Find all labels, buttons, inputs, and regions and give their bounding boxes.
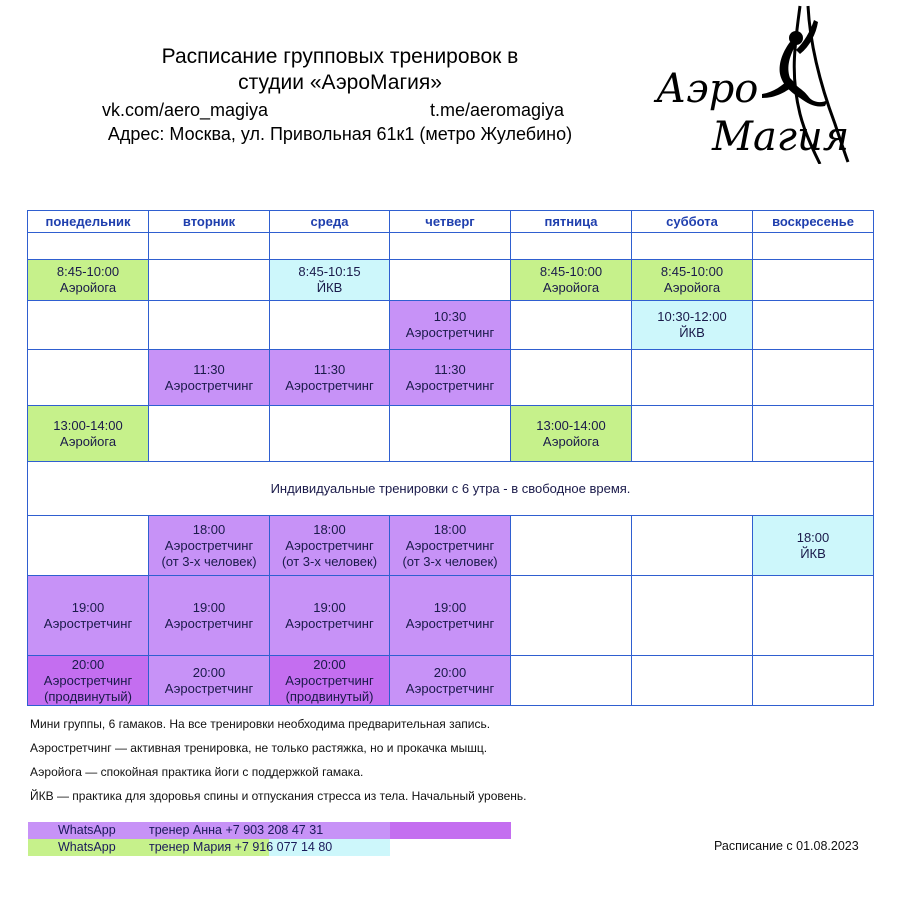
class-cell[interactable]: 11:30 Аэростретчинг	[270, 350, 390, 406]
whatsapp-label[interactable]: WhatsApp	[58, 823, 116, 837]
table-row	[28, 301, 874, 350]
class-cell[interactable]: 19:00 Аэростретчинг	[149, 576, 270, 656]
table-row	[28, 406, 874, 462]
contact-row-maria[interactable]	[28, 839, 512, 856]
schedule-table	[27, 210, 874, 706]
day-wednesday: среда	[270, 211, 390, 233]
day-sunday: воскресенье	[753, 211, 874, 233]
class-cell[interactable]: 20:00 Аэростретчинг	[390, 656, 511, 706]
vk-link[interactable]: vk.com/aero_magiya	[102, 100, 269, 120]
whatsapp-label[interactable]: WhatsApp	[58, 840, 116, 854]
table-row	[28, 516, 874, 576]
trainer-contacts	[28, 822, 512, 856]
table-row	[28, 576, 874, 656]
class-cell[interactable]: 19:00 Аэростретчинг	[28, 576, 149, 656]
class-cell[interactable]: 18:00 Аэростретчинг (от 3-х человек)	[270, 516, 390, 576]
class-cell[interactable]: 18:00 ЙКВ	[753, 516, 874, 576]
class-cell[interactable]: 10:30-12:00 ЙКВ	[632, 301, 753, 350]
class-cell[interactable]: 11:30 Аэростретчинг	[390, 350, 511, 406]
trainer-maria-phone[interactable]: тренер Мария +7 916 077 14 80	[149, 840, 333, 854]
social-links	[60, 98, 620, 122]
class-cell[interactable]: 13:00-14:00 Аэройога	[28, 406, 149, 462]
table-row	[28, 260, 874, 301]
day-tuesday: вторник	[149, 211, 270, 233]
header	[60, 44, 620, 146]
logo-word-magiya: Магия	[712, 114, 850, 160]
day-thursday: четверг	[390, 211, 511, 233]
table-row	[28, 350, 874, 406]
individual-training-notice: Индивидуальные тренировки с 6 утра - в свободное время.	[28, 462, 874, 516]
note-aerostretching: Аэростретчинг — активная тренировка, не только растяжка, но и прокачка мышц.	[30, 741, 488, 755]
class-cell[interactable]: 8:45-10:15 ЙКВ	[270, 260, 390, 301]
class-cell[interactable]: 8:45-10:00 Аэройога	[28, 260, 149, 301]
note-ykv: ЙКВ — практика для здоровья спины и отпускания стресса из тела. Начальный уровень.	[30, 789, 527, 803]
class-cell[interactable]: 20:00 Аэростретчинг	[149, 656, 270, 706]
logo-word-aero: Аэро	[656, 66, 759, 112]
class-cell[interactable]: 20:00 Аэростретчинг (продвинутый)	[270, 656, 390, 706]
schedule-effective-date: Расписание с 01.08.2023	[714, 839, 859, 853]
class-cell[interactable]: 13:00-14:00 Аэройога	[511, 406, 632, 462]
class-cell[interactable]: 8:45-10:00 Аэройога	[632, 260, 753, 301]
studio-address: Адрес: Москва, ул. Привольная 61к1 (метро Жулебино)	[107, 124, 573, 144]
page-title-line1: Расписание групповых тренировок в	[161, 45, 519, 68]
class-cell[interactable]: 19:00 Аэростретчинг	[270, 576, 390, 656]
day-friday: пятница	[511, 211, 632, 233]
table-row	[28, 656, 874, 706]
class-cell[interactable]: 11:30 Аэростретчинг	[149, 350, 270, 406]
day-saturday: суббота	[632, 211, 753, 233]
table-row	[28, 462, 874, 516]
note-mini-groups: Мини группы, 6 гамаков. На все тренировки необходима предварительная запись.	[30, 717, 491, 731]
class-cell[interactable]: 18:00 Аэростретчинг (от 3-х человек)	[390, 516, 511, 576]
schedule-notes	[30, 712, 527, 808]
class-cell[interactable]: 8:45-10:00 Аэройога	[511, 260, 632, 301]
note-aeroyoga: Аэройога — спокойная практика йоги с поддержкой гамака.	[30, 765, 364, 779]
day-header-row	[28, 211, 874, 233]
page-title-line2: студии «АэроМагия»	[238, 71, 442, 94]
telegram-link[interactable]: t.me/aeromagiya	[430, 100, 565, 120]
class-cell[interactable]: 19:00 Аэростретчинг	[390, 576, 511, 656]
class-cell[interactable]: 10:30 Аэростретчинг	[390, 301, 511, 350]
day-monday: понедельник	[28, 211, 149, 233]
class-cell[interactable]: 20:00 Аэростретчинг (продвинутый)	[28, 656, 149, 706]
table-row	[28, 233, 874, 260]
aeromagiya-logo	[650, 4, 870, 164]
class-cell[interactable]: 18:00 Аэростретчинг (от 3-х человек)	[149, 516, 270, 576]
trainer-anna-phone[interactable]: тренер Анна +7 903 208 47 31	[149, 823, 324, 837]
contact-row-anna[interactable]	[28, 822, 512, 839]
